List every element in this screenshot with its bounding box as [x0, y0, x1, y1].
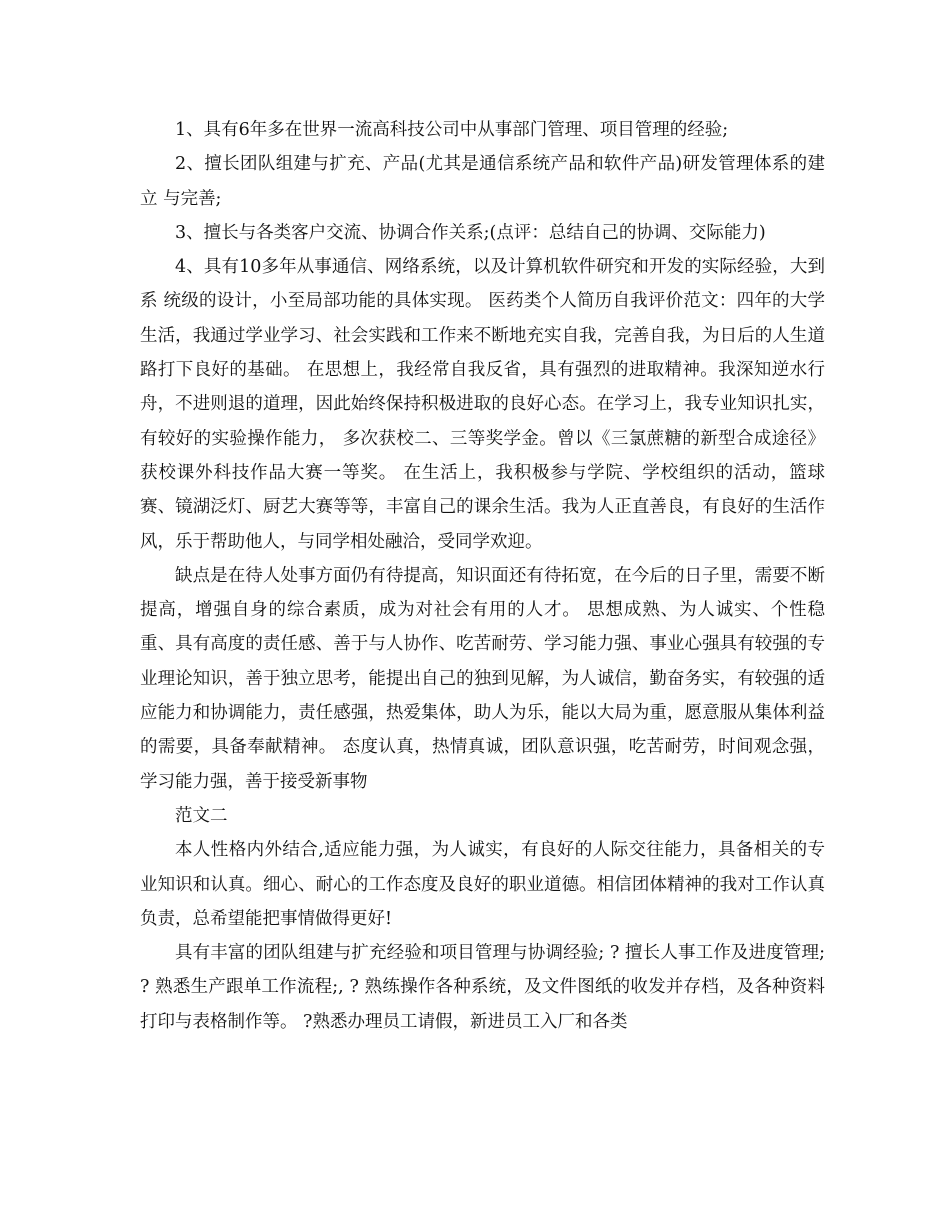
paragraph-7: 具有丰富的团队组建与扩充经验和项目管理与协调经验; ? 擅长人事工作及进度管理; ? 熟悉生产跟单工作流程;, ? 熟练操作各种系统，及文件图纸的收发并存档，及各种资料打印与表格制作等。 ?熟悉办理员工请假，新进员工入厂和各类 [140, 943, 825, 1032]
section-heading: 范文二 [175, 805, 228, 826]
paragraph-5: 缺点是在待人处事方面仍有待提高，知识面还有待拓宽，在今后的日子里，需要不断提高，增强自身的综合素质，成为对社会有用的人才。 思想成熟、为人诚实、个性稳重、具有高度的责任感、善于与人协作、吃苦耐劳、学习能力强、事业心强具有较强的专业理论知识，善于独立思考，能提出自己的独到见解，为人诚信，勤奋务实，有较强的适应能力和协调能力，责任感强，热爱集体，助人为乐，能以大局为重，愿意服从集体利益的需要，具备奉献精神。 态度认真，热情真诚，团队意识强，吃苦耐劳，时间观念强，学习能力强，善于接受新事物 [140, 565, 825, 792]
paragraph-2: 2、擅长团队组建与扩充、产品(尤其是通信系统产品和软件产品)研发管理体系的建立 与完善; [140, 154, 825, 209]
paragraph-4: 4、具有10多年从事通信、网络系统，以及计算机软件研究和开发的实际经验，大到系 统级的设计，小至局部功能的具体实现。 医药类个人简历自我评价范文：四年的大学生活，我通过学业学习、社会实践和工作来不断地充实自我，完善自我，为日后的人生道路打下良好的基础。 在思想上，我经常自我反省，具有强烈的进取精神。我深知逆水行舟，不进则退的道理，因此始终保持积极进取的良好心态。在学习上，我专业知识扎实，有较好的实验操作能力， 多次获校二、三等奖学金。曾以《三氯蔗糖的新型合成途径》获校课外科技作品大赛一等奖。 在生活上，我积极参与学院、学校组织的活动，篮球赛、镜湖泛灯、厨艺大赛等等，丰富自己的课余生活。我为人正直善良，有良好的生活作风，乐于帮助他人，与同学相处融洽，受同学欢迎。 [140, 257, 825, 552]
paragraph-3: 3、擅长与各类客户交流、协调合作关系;(点评：总结自己的协调、交际能力) [175, 222, 766, 243]
paragraph-6: 本人性格内外结合,适应能力强，为人诚实，有良好的人际交往能力，具备相关的专业知识和认真。细心、耐心的工作态度及良好的职业道德。相信团体精神的我对工作认真负责，总希望能把事情做得更好! [140, 840, 825, 929]
document-body [140, 113, 825, 1039]
paragraph-1: 1、具有6年多在世界一流高科技公司中从事部门管理、项目管理的经验; [175, 120, 729, 140]
